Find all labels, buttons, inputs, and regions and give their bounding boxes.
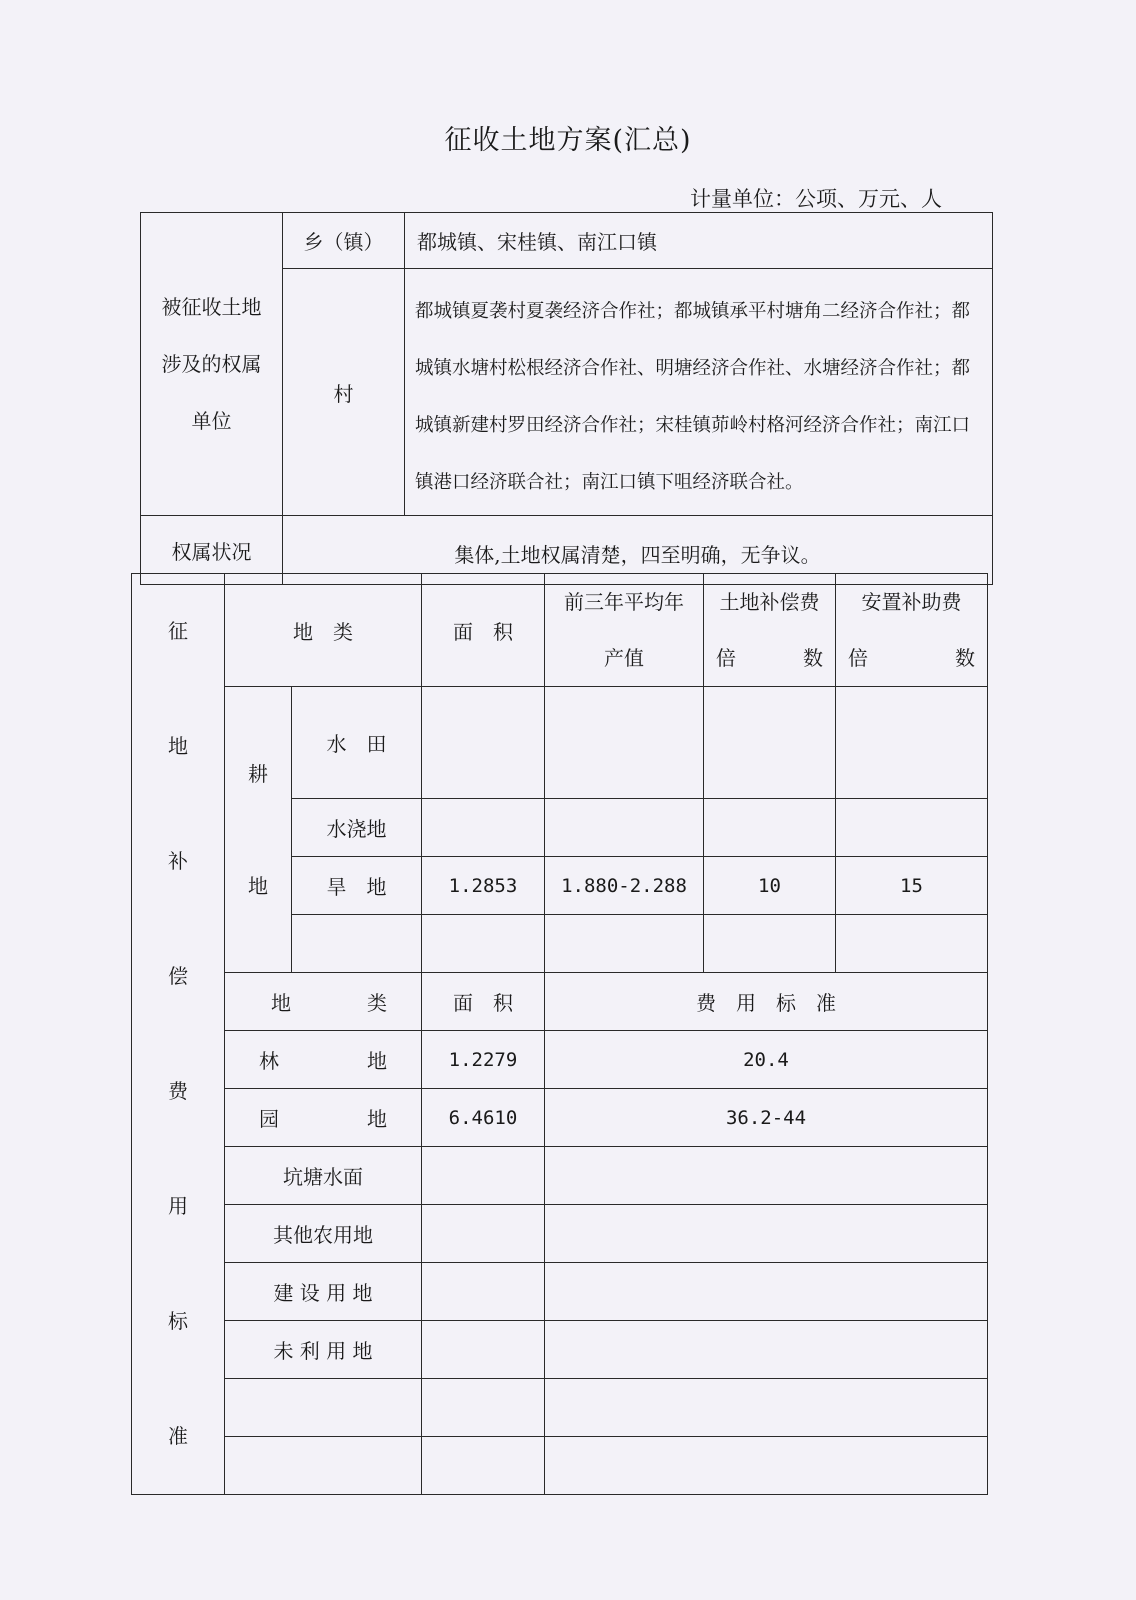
- status-label: 权属状况: [141, 516, 283, 585]
- table-row-type: 水 田: [292, 687, 422, 799]
- header-fee-standard: 费 用 标 准: [545, 973, 988, 1031]
- table-row-type: 其他农用地: [225, 1205, 422, 1263]
- table-cell: [836, 799, 988, 857]
- table-cell: [545, 915, 704, 973]
- table-row-type: 林 地: [225, 1031, 422, 1089]
- table-cell: [422, 687, 545, 799]
- header-land-type-2: 地 类: [225, 973, 422, 1031]
- table-row-type: 旱 地: [292, 857, 422, 915]
- table-cell: 6.4610: [422, 1089, 545, 1147]
- ownership-label: 被征收土地 涉及的权属 单位: [141, 213, 283, 516]
- status-value: 集体,土地权属清楚，四至明确，无争议。: [283, 516, 993, 585]
- header-area: 面 积: [422, 574, 545, 687]
- table-cell: 15: [836, 857, 988, 915]
- compensation-table: [131, 573, 988, 1495]
- side-label: 征 地 补 偿 费 用 标 准: [132, 574, 225, 1495]
- header-resettle: 安置补助费 倍 数: [836, 574, 988, 687]
- table-row-type: 坑塘水面: [225, 1147, 422, 1205]
- page-title: 征收土地方案(汇总): [444, 125, 692, 156]
- table-cell: [545, 687, 704, 799]
- table-row-type: 建 设 用 地: [225, 1263, 422, 1321]
- table-cell: [704, 915, 836, 973]
- table-row-type: [292, 915, 422, 973]
- cultivated-label: 耕 地: [225, 687, 292, 973]
- table-cell: [422, 1379, 545, 1437]
- table-cell: [836, 687, 988, 799]
- table-row-type: [225, 1379, 422, 1437]
- unit-note: 计量单位：公项、万元、人: [690, 187, 942, 211]
- table-row-type: 水浇地: [292, 799, 422, 857]
- table-cell: [422, 1205, 545, 1263]
- header-area-2: 面 积: [422, 973, 545, 1031]
- table-cell: [545, 799, 704, 857]
- header-avg-output: 前三年平均年 产值: [545, 574, 704, 687]
- table-cell: [545, 1263, 988, 1321]
- table-cell: 1.2279: [422, 1031, 545, 1089]
- table-cell: [545, 1321, 988, 1379]
- ownership-table: [140, 212, 993, 585]
- table-row-type: [225, 1437, 422, 1495]
- table-cell: [545, 1437, 988, 1495]
- table-cell: [422, 1437, 545, 1495]
- header-land-type: 地 类: [225, 574, 422, 687]
- table-cell: 36.2-44: [545, 1089, 988, 1147]
- village-label: 村: [283, 269, 405, 516]
- table-row-type: 未 利 用 地: [225, 1321, 422, 1379]
- table-cell: [422, 1321, 545, 1379]
- table-cell: [704, 687, 836, 799]
- header-land-comp: 土地补偿费 倍 数: [704, 574, 836, 687]
- table-cell: [836, 915, 988, 973]
- table-cell: [422, 799, 545, 857]
- township-value: 都城镇、宋桂镇、南江口镇: [405, 213, 993, 269]
- table-cell: [422, 1263, 545, 1321]
- table-cell: [545, 1205, 988, 1263]
- table-cell: 1.2853: [422, 857, 545, 915]
- village-value: 都城镇夏袭村夏袭经济合作社；都城镇承平村塘角二经济合作社；都城镇水塘村松根经济合作社、明塘经济合作社、水塘经济合作社；都城镇新建村罗田经济合作社；宋桂镇茆岭村格河经济合作社；南江口镇港口经济联合社；南江口镇下咀经济联合社。: [405, 269, 993, 516]
- township-label: 乡（镇）: [283, 213, 405, 269]
- table-cell: [704, 799, 836, 857]
- table-cell: [422, 915, 545, 973]
- table-cell: [422, 1147, 545, 1205]
- table-cell: [545, 1147, 988, 1205]
- table-cell: 10: [704, 857, 836, 915]
- table-cell: 1.880-2.288: [545, 857, 704, 915]
- table-row-type: 园 地: [225, 1089, 422, 1147]
- table-cell: [545, 1379, 988, 1437]
- table-cell: 20.4: [545, 1031, 988, 1089]
